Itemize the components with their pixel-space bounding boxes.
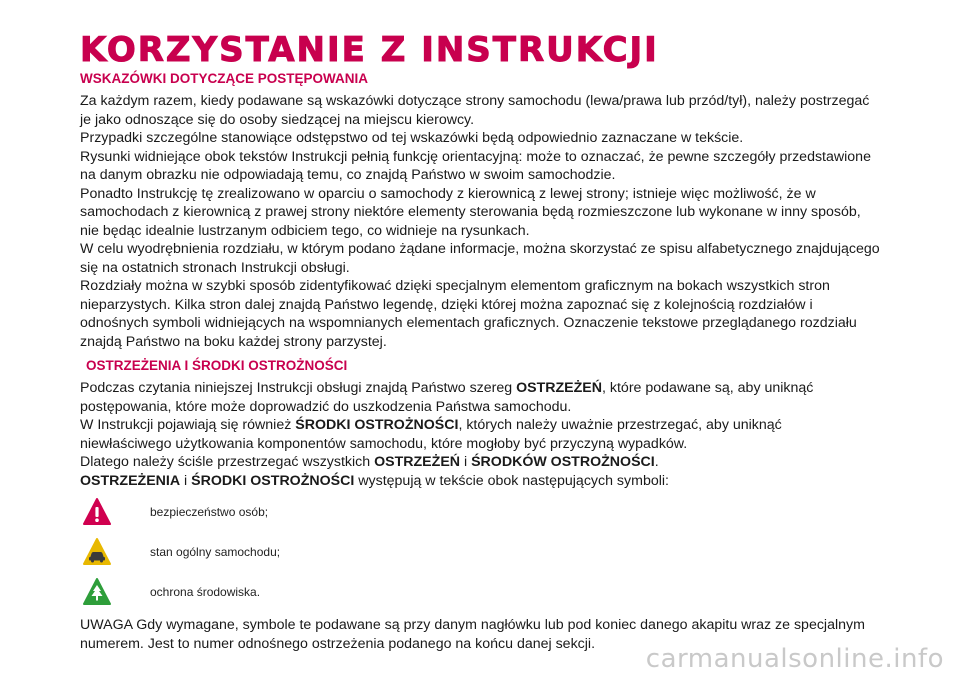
warnings-line: [80, 453, 880, 472]
bold-term: OSTRZEŻEŃ: [516, 380, 603, 396]
intro-line: Rysunki widniejące obok tekstów Instrukcji pełnią funkcję orientacyjną: może to oznaczać, że pewne szczegóły przedstawione: [80, 148, 871, 165]
intro-line: nie będąc idealnie lustrzanym odbiciem tego, co widnieje na rysunkach.: [80, 222, 530, 239]
warnings-line: [80, 379, 880, 398]
section-heading-guidelines: WSKAZÓWKI DOTYCZĄCE POSTĘPOWANIA: [80, 71, 368, 86]
symbol-item: [82, 494, 880, 530]
symbol-label: ochrona środowiska.: [150, 585, 261, 599]
warnings-line: postępowania, które może doprowadzić do uszkodzenia Państwa samochodu.: [80, 398, 572, 415]
intro-line: na danym obrazku nie odpowiadają temu, co znajdą Państwo w swoim samochodzie.: [80, 167, 616, 183]
text-run: Podczas czytania niniejszej Instrukcji obsługi znajdą Państwo szereg: [80, 380, 517, 396]
text-run: W Instrukcji pojawiają się również: [80, 417, 296, 433]
note-line: numerem. Jest to numer odnośnego ostrzeżenia podanego na końcu danej sekcji.: [80, 635, 596, 652]
warnings-line: [80, 416, 880, 435]
bold-term: OSTRZEŻEŃ: [374, 454, 461, 470]
intro-line: samochodach z kierownicą z prawej strony niektóre elementy sterowania będą rozmieszczone lub wykonane w inny sposób,: [80, 204, 861, 220]
bold-term: ŚRODKI OSTROŻNOŚCI: [191, 472, 355, 489]
symbol-item: [82, 574, 880, 610]
person-safety-icon: [82, 497, 112, 527]
bold-term: ŚRODKÓW OSTROŻNOŚCI: [471, 454, 655, 470]
intro-line: Ponadto Instrukcję tę zrealizowano w oparciu o samochody z kierownicą z lewej strony; istnieje więc możliwość, że w: [80, 185, 816, 202]
symbol-label: bezpieczeństwo osób;: [150, 505, 269, 519]
bold-term: ŚRODKI OSTROŻNOŚCI: [295, 417, 459, 433]
tree-environment-icon: [82, 577, 112, 607]
intro-line: W celu wyodrębnienia rozdziału, w którym podano żądane informacje, można skorzystać ze spisu alfabetycznego znajdującego: [80, 241, 880, 257]
text-run: występują w tekście obok następujących symboli:: [354, 472, 669, 489]
text-run: i: [180, 472, 192, 489]
intro-line: Przypadki szczególne stanowiące odstępstwo od tej wskazówki będą odpowiednio zaznaczane w tekście.: [80, 130, 744, 146]
warnings-line: niewłaściwego użytkowania komponentów samochodu, które mogłoby być przyczyną wypadków.: [80, 435, 688, 452]
watermark: carmanualsonline.info: [645, 644, 944, 674]
bold-term: OSTRZEŻENIA: [80, 472, 181, 489]
intro-line: je jako odnoszące się do osoby siedzącej na miejscu kierowcy.: [80, 111, 475, 128]
intro-line: Rozdziały można w szybki sposób zidentyfikować dzięki specjalnym elementom graficznym na bokach wszystkich stron: [80, 278, 830, 294]
symbol-label: stan ogólny samochodu;: [150, 545, 281, 559]
text-run: Dlatego należy ściśle przestrzegać wszystkich: [80, 454, 375, 470]
intro-line: Za każdym razem, kiedy podawane są wskazówki dotyczące strony samochodu (lewa/prawa lub przód/tył), należy postrzegać: [80, 93, 870, 109]
car-safety-icon: [82, 537, 112, 567]
text-run: i: [460, 454, 472, 470]
page-content: [80, 30, 880, 653]
symbol-list: [80, 494, 880, 610]
text-run: , których należy uważnie przestrzegać, aby uniknąć: [458, 417, 782, 433]
page-title: KORZYSTANIE Z INSTRUKCJI: [80, 30, 659, 70]
note-line: UWAGA Gdy wymagane, symbole te podawane są przy danym nagłówku lub pod koniec danego akapitu wraz ze specjalnym: [80, 617, 865, 633]
section-heading-warnings: OSTRZEŻENIA I ŚRODKI OSTROŻNOŚCI: [86, 358, 348, 373]
warnings-text: [80, 379, 880, 490]
intro-line: znajdą Państwo na boku każdej strony parzystej.: [80, 333, 387, 350]
intro-line: się na ostatnich stronach Instrukcji obsługi.: [80, 259, 350, 276]
text-run: , które podawane są, aby uniknąć: [602, 380, 814, 396]
intro-line: nieparzystych. Kilka stron dalej znajdą Państwo legendę, dzięki której można zapoznać się z kolejnością rozdziałów i: [80, 296, 813, 313]
intro-line: odnośnych symboli widniejących na wspomnianych elementach graficznych. Oznaczenie tekstowe przeglądanego rozdziału: [80, 315, 857, 331]
intro-text: [80, 92, 880, 351]
symbol-item: [82, 534, 880, 570]
text-run: .: [654, 454, 659, 470]
warnings-line: [80, 472, 880, 491]
